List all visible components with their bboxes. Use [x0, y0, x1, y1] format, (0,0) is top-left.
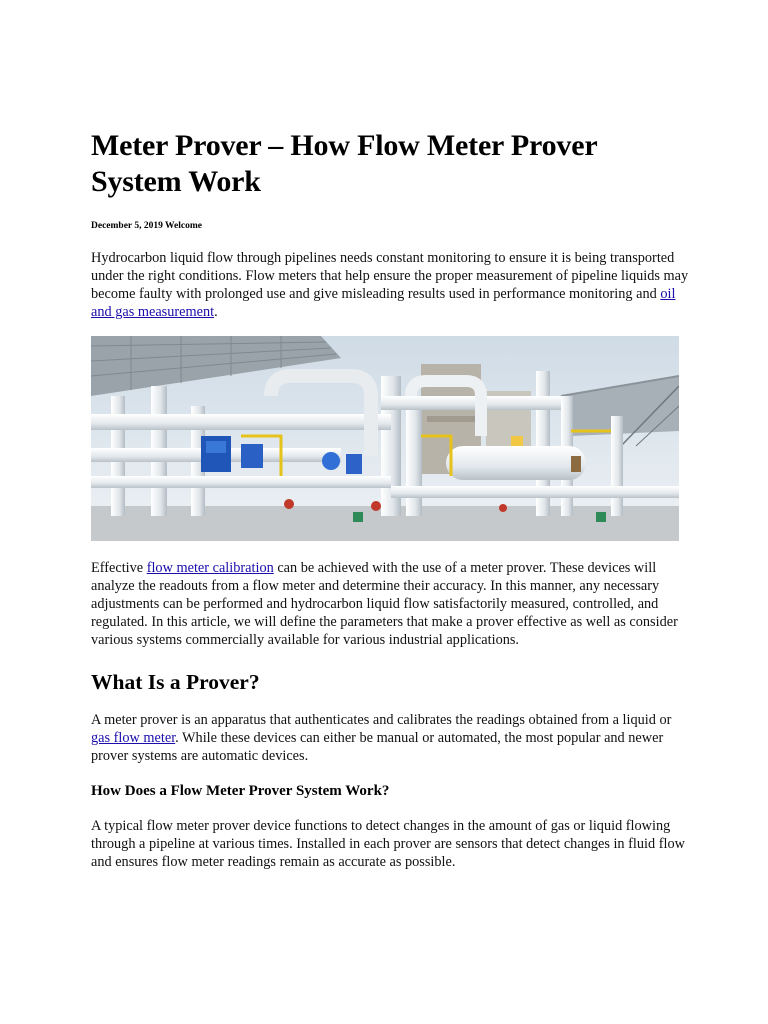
- how-it-works-paragraph: A typical flow meter prover device functions to detect changes in the amount of gas or liquid flowing through a pipeline at various times. Installed in each prover are sensors that detect changes in fluid flow and ensures flow meter readings remain as accurate as possible.: [91, 818, 685, 870]
- p2-text-before: Effective: [91, 560, 147, 576]
- pipeline-illustration: [91, 336, 679, 541]
- p2-text-after: can be achieved with the use of a meter prover. These devices will analyze the readouts from a flow meter and determine their accuracy. In this manner, any necessary adjustments can be performed and hydrocarbon liquid flow satisfactorily measured, controlled, and regulated. In this article, we will define the parameters that make a prover effective as well as consider various systems commercially available for various industrial applications.: [91, 560, 678, 648]
- subsection-heading-how-it-works: How Does a Flow Meter Prover System Work?: [91, 783, 390, 799]
- article-title: Meter Prover – How Flow Meter Prover System Work: [91, 129, 597, 198]
- intro-text-after: .: [214, 304, 218, 320]
- oil-gas-measurement-link[interactable]: oil and gas measurement: [91, 286, 676, 320]
- section-heading-prover: What Is a Prover?: [91, 670, 260, 694]
- article-body: [91, 128, 691, 871]
- prover-definition-paragraph: [91, 711, 691, 765]
- p3-text-before: A meter prover is an apparatus that authenticates and calibrates the readings obtained from a liquid or: [91, 712, 672, 728]
- calibration-paragraph: [91, 559, 691, 649]
- p3-text-after: . While these devices can either be manual or automated, the most popular and newer prover systems are automatic devices.: [91, 730, 664, 764]
- intro-text-before: Hydrocarbon liquid flow through pipelines needs constant monitoring to ensure it is being transported under the right conditions. Flow meters that help ensure the proper measurement of pipeline liquids may become faulty with prolonged use and give misleading results used in performance monitoring and: [91, 250, 689, 302]
- gas-flow-meter-link[interactable]: gas flow meter: [91, 730, 176, 746]
- industrial-pipeline-photo: [91, 336, 679, 541]
- article-meta: December 5, 2019 Welcome: [91, 221, 202, 231]
- intro-paragraph: [91, 249, 691, 321]
- flow-meter-calibration-link[interactable]: flow meter calibration: [146, 560, 274, 576]
